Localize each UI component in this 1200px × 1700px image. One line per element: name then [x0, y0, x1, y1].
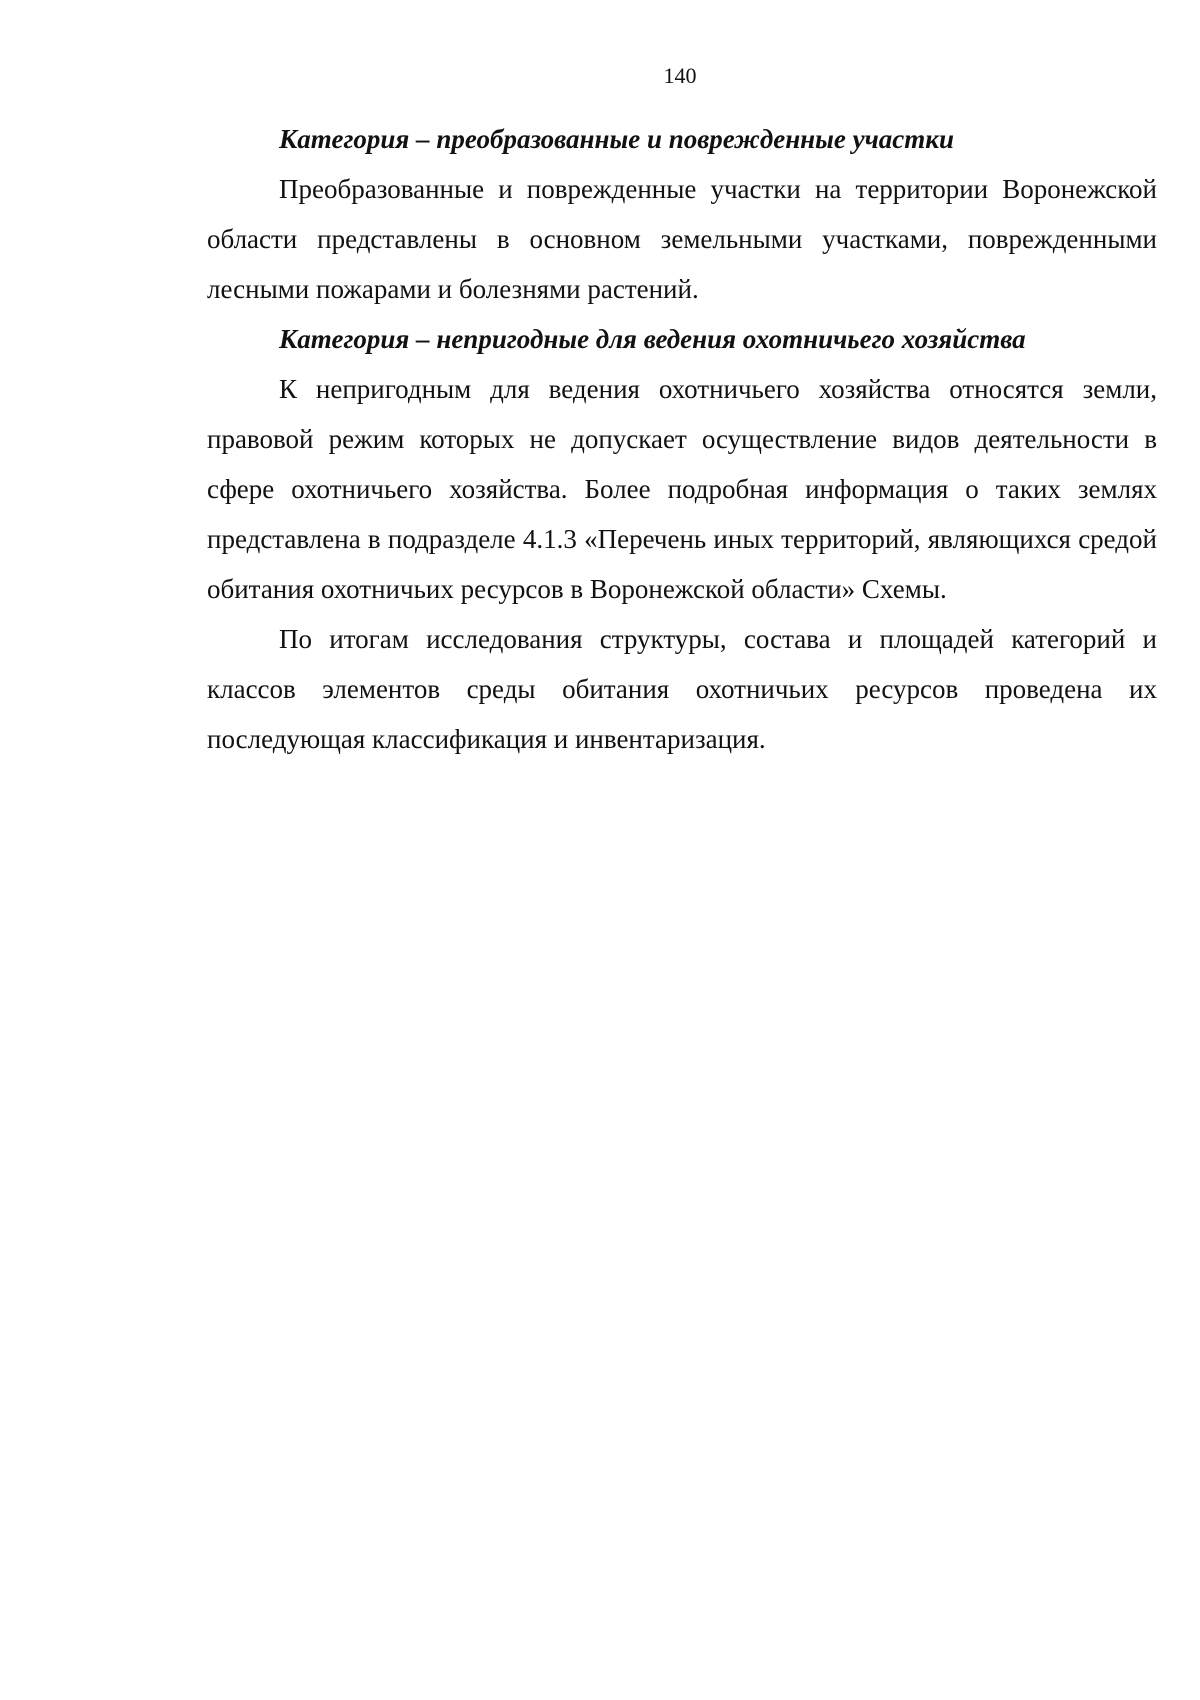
- section-heading: Категория – непригодные для ведения охотничьего хозяйства: [279, 324, 1026, 354]
- section-unsuitable-hunting: [207, 314, 1157, 764]
- section-transformed-damaged: [207, 114, 1157, 314]
- page-body: [207, 114, 1157, 764]
- page-number: 140: [663, 63, 697, 88]
- paragraph: По итогам исследования структуры, состава и площадей категорий и классов элементов среды обитания охотничьих ресурсов проведена их последующая классификация и инвентаризация.: [207, 624, 1157, 754]
- section-heading: Категория – преобразованные и поврежденные участки: [279, 124, 954, 154]
- paragraph: Преобразованные и поврежденные участки на территории Воронежской области представлены в основном земельными участками, поврежденными лесными пожарами и болезнями растений.: [207, 174, 1157, 304]
- paragraph: К непригодным для ведения охотничьего хозяйства относятся земли, правовой режим которых не допускает осуществление видов деятельности в сфере охотничьего хозяйства. Более подробная информация о таких землях представлена в подразделе 4.1.3 «Перечень иных территорий, являющихся средой обитания охотничьих ресурсов в Воронежской области» Схемы.: [207, 374, 1157, 604]
